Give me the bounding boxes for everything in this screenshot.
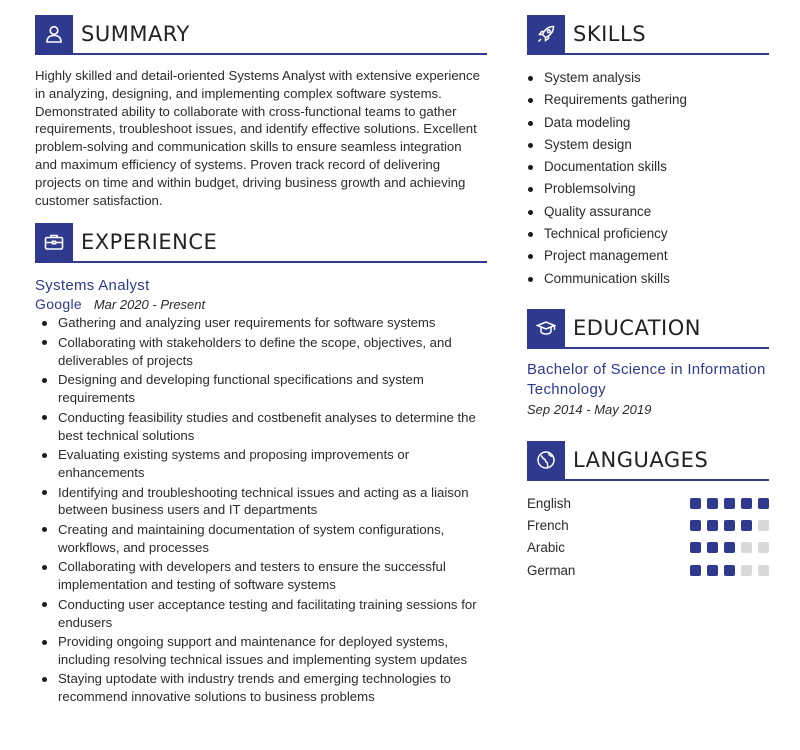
education-header	[527, 309, 769, 349]
user-icon	[35, 15, 73, 53]
level-dot-empty	[758, 565, 769, 576]
level-dot-filled	[707, 542, 718, 553]
job-bullets	[35, 314, 487, 706]
level-dot-empty	[741, 565, 752, 576]
language-name: English	[527, 495, 571, 511]
language-row	[527, 492, 769, 514]
list-item: Quality assurance	[527, 201, 769, 223]
experience-title: EXPERIENCE	[81, 230, 218, 255]
list-item: Identifying and troubleshooting technical issues and acting as a liaison between business users and IT departments	[35, 484, 487, 520]
list-item: Data modeling	[527, 112, 769, 134]
list-item: Providing ongoing support and maintenance for deployed systems, including resolving technical issues and implementing system updates	[35, 633, 487, 669]
list-item: Creating and maintaining documentation of system configurations, workflows, and processes	[35, 521, 487, 557]
level-dot-filled	[724, 498, 735, 509]
level-dot-filled	[724, 520, 735, 531]
language-level	[690, 565, 769, 576]
level-dot-filled	[690, 565, 701, 576]
experience-header	[35, 223, 487, 263]
language-row	[527, 559, 769, 581]
job-meta	[35, 296, 487, 312]
level-dot-filled	[707, 520, 718, 531]
list-item: Gathering and analyzing user requirements for software systems	[35, 314, 487, 332]
job-dates: Mar 2020 - Present	[93, 297, 206, 313]
list-item: Staying uptodate with industry trends and emerging technologies to recommend innovative solutions to business problems	[35, 670, 487, 706]
language-row	[527, 514, 769, 536]
list-item: Evaluating existing systems and proposing improvements or enhancements	[35, 446, 487, 482]
briefcase-icon	[35, 223, 73, 261]
graduation-cap-icon	[527, 309, 565, 347]
languages-title: LANGUAGES	[573, 447, 709, 472]
level-dot-filled	[741, 498, 752, 509]
list-item: System design	[527, 134, 769, 156]
languages-section	[527, 441, 769, 581]
list-item: Collaborating with stakeholders to define the scope, objectives, and deliverables of projects	[35, 334, 487, 370]
level-dot-empty	[758, 542, 769, 553]
languages-list	[527, 492, 769, 581]
summary-header	[35, 15, 487, 55]
list-item: Designing and developing functional specifications and system requirements	[35, 371, 487, 407]
education-dates: Sep 2014 - May 2019	[527, 401, 652, 417]
level-dot-filled	[758, 498, 769, 509]
level-dot-filled	[690, 498, 701, 509]
language-level	[690, 542, 769, 553]
languages-header	[527, 441, 769, 481]
list-item: Collaborating with developers and testers to ensure the successful implementation and testing of software systems	[35, 558, 487, 594]
level-dot-filled	[724, 565, 735, 576]
skills-title: SKILLS	[573, 22, 647, 46]
job-title: Systems Analyst	[35, 277, 150, 295]
level-dot-empty	[758, 520, 769, 531]
company-name: Google	[35, 296, 82, 313]
list-item: Conducting feasibility studies and costbenefit analyses to determine the best technical solutions	[35, 409, 487, 445]
list-item: Problemsolving	[527, 178, 769, 200]
left-column	[35, 0, 487, 708]
level-dot-filled	[724, 542, 735, 553]
list-item: Communication skills	[527, 268, 769, 290]
list-item: Conducting user acceptance testing and facilitating training sessions for endusers	[35, 596, 487, 632]
summary-section	[35, 15, 487, 209]
list-item: Documentation skills	[527, 156, 769, 178]
list-item: Project management	[527, 245, 769, 267]
list-item: System analysis	[527, 67, 769, 89]
language-row	[527, 537, 769, 559]
skills-section	[527, 15, 769, 290]
language-name: French	[527, 517, 569, 533]
right-column	[527, 0, 769, 581]
language-level	[690, 498, 769, 509]
summary-title: SUMMARY	[81, 22, 190, 46]
summary-text: Highly skilled and detail-oriented Systems Analyst with extensive experience in analyzing, designing, and implementing complex software systems. Demonstrated ability to collaborate with cross-functional teams to gather requirements, troubleshoot issues, and identify effective solutions. Excellent problem-solving and communication skills to ensure seamless integration and maximum efficiency of systems. Proven track record of delivering projects on time and within budget, driving business growth and achieving customer satisfaction.	[35, 68, 480, 208]
list-item: Requirements gathering	[527, 89, 769, 111]
level-dot-filled	[707, 565, 718, 576]
language-level	[690, 520, 769, 531]
degree-name: Bachelor of Science in Information Technology	[527, 360, 766, 398]
education-title: EDUCATION	[573, 315, 701, 340]
level-dot-filled	[690, 520, 701, 531]
rocket-icon	[527, 15, 565, 53]
list-item: Technical proficiency	[527, 223, 769, 245]
skills-header	[527, 15, 769, 55]
language-name: Arabic	[527, 540, 565, 556]
globe-icon	[527, 441, 565, 479]
level-dot-filled	[690, 542, 701, 553]
level-dot-filled	[741, 520, 752, 531]
education-section	[527, 309, 769, 417]
experience-section	[35, 223, 487, 706]
level-dot-empty	[741, 542, 752, 553]
level-dot-filled	[707, 498, 718, 509]
skills-list	[527, 67, 769, 290]
language-name: German	[527, 562, 576, 578]
